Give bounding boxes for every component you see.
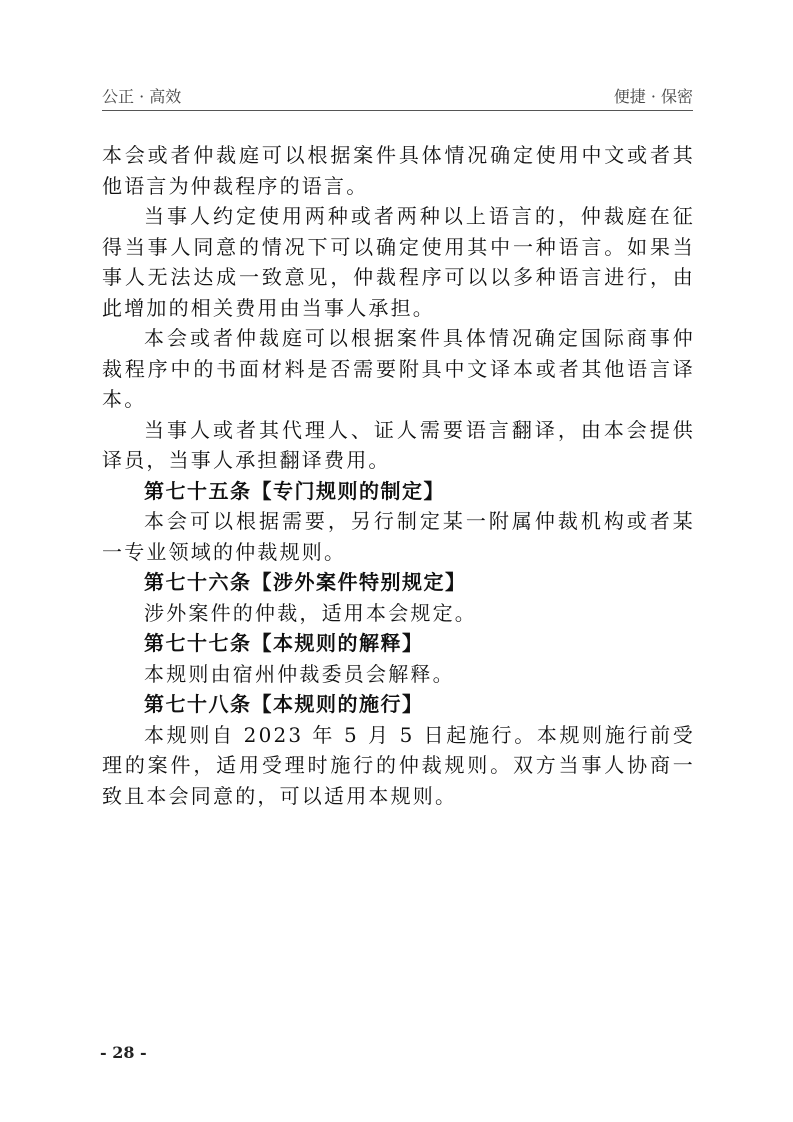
article-78-body: 本规则自 2023 年 5 月 5 日起施行。本规则施行前受理的案件，适用受理时施行的仲裁规则。双方当事人协商一致且本会同意的，可以适用本规则。: [102, 722, 695, 808]
header-left-text: 公正 · 高效: [102, 87, 182, 106]
page-number: - 28 -: [100, 1043, 147, 1062]
paragraph-translation-documents: 本会或者仲裁庭可以根据案件具体情况确定国际商事仲裁程序中的书面材料是否需要附具中文译本或者其他语言译本。: [102, 326, 695, 411]
page-header: [102, 78, 693, 111]
article-77-body: 本规则由宿州仲裁委员会解释。: [144, 661, 455, 686]
article-77-heading: 第七十七条【本规则的解释】: [144, 631, 424, 655]
article-76-body: 涉外案件的仲裁，适用本会规定。: [144, 600, 477, 625]
header-right-text: 便捷 · 保密: [613, 87, 693, 106]
paragraph-language-choice: 本会或者仲裁庭可以根据案件具体情况确定使用中文或者其他语言为仲裁程序的语言。: [102, 143, 695, 198]
document-body: [102, 140, 695, 811]
article-76-heading: 第七十六条【涉外案件特别规定】: [144, 570, 467, 594]
article-78-heading: 第七十八条【本规则的施行】: [144, 692, 424, 716]
article-75-heading: 第七十五条【专门规则的制定】: [144, 478, 445, 503]
article-75-body: 本会可以根据需要，另行制定某一附属仲裁机构或者某一专业领域的仲裁规则。: [102, 509, 695, 564]
paragraph-interpreter: 当事人或者其代理人、证人需要语言翻译，由本会提供译员，当事人承担翻译费用。: [102, 417, 695, 472]
paragraph-multiple-languages: 当事人约定使用两种或者两种以上语言的，仲裁庭在征得当事人同意的情况下可以确定使用其中一种语言。如果当事人无法达成一致意见，仲裁程序可以以多种语言进行，由此增加的相关费用由当事人承担。: [102, 204, 695, 320]
